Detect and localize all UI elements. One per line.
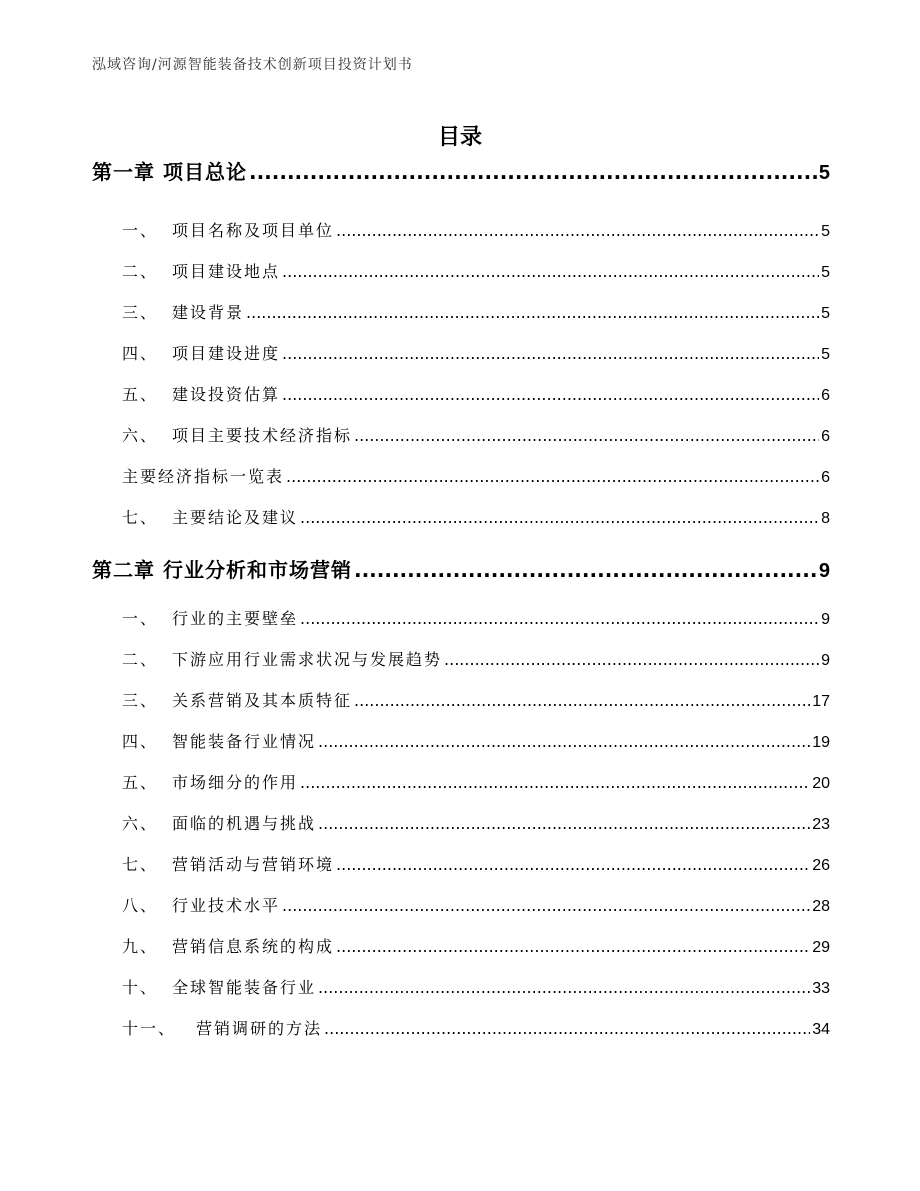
dot-leader bbox=[286, 456, 819, 497]
toc-section-entry[interactable] bbox=[92, 680, 830, 721]
section-number: 一、 bbox=[122, 221, 159, 240]
dot-leader bbox=[444, 639, 819, 680]
section-number: 三、 bbox=[122, 691, 159, 710]
page-number: 23 bbox=[812, 816, 830, 833]
section-title: 主要经济指标一览表 bbox=[122, 467, 285, 486]
dot-leader bbox=[318, 803, 810, 844]
section-title: 全球智能装备行业 bbox=[172, 978, 317, 997]
toc-section-entry[interactable] bbox=[92, 885, 830, 926]
dot-leader bbox=[282, 251, 819, 292]
section-title: 项目建设地点 bbox=[172, 262, 281, 281]
toc-section-entry[interactable] bbox=[92, 415, 830, 456]
section-title: 下游应用行业需求状况与发展趋势 bbox=[172, 650, 443, 669]
section-number: 五、 bbox=[122, 773, 159, 792]
toc-chapter-entry[interactable] bbox=[92, 152, 830, 192]
toc-section-entry[interactable] bbox=[92, 292, 830, 333]
chapter-title: 第一章 项目总论 bbox=[92, 160, 247, 184]
section-number: 六、 bbox=[122, 814, 159, 833]
section-title: 建设背景 bbox=[172, 303, 245, 322]
section-title: 营销信息系统的构成 bbox=[172, 937, 335, 956]
page-number: 9 bbox=[821, 611, 830, 628]
dot-leader bbox=[318, 967, 810, 1008]
toc-title: 目录 bbox=[437, 125, 482, 150]
section-number: 七、 bbox=[122, 855, 159, 874]
toc-section-entry[interactable] bbox=[92, 210, 830, 251]
toc-section-entry[interactable] bbox=[92, 803, 830, 844]
page-number: 5 bbox=[821, 223, 830, 240]
page-number: 33 bbox=[812, 980, 830, 997]
section-number: 六、 bbox=[122, 426, 159, 445]
toc-section-entry[interactable] bbox=[92, 374, 830, 415]
page-number: 5 bbox=[821, 305, 830, 322]
section-title: 项目主要技术经济指标 bbox=[172, 426, 353, 445]
running-header: 泓域咨询/河源智能装备技术创新项目投资计划书 bbox=[92, 57, 413, 73]
toc-chapter-entry[interactable] bbox=[92, 550, 830, 590]
page-number: 34 bbox=[812, 1021, 830, 1038]
dot-leader bbox=[354, 680, 810, 721]
section-title: 营销活动与营销环境 bbox=[172, 855, 335, 874]
page-number: 17 bbox=[812, 693, 830, 710]
page-number: 6 bbox=[821, 469, 830, 486]
section-title: 关系营销及其本质特征 bbox=[172, 691, 353, 710]
section-title: 营销调研的方法 bbox=[196, 1019, 323, 1038]
section-title: 项目名称及项目单位 bbox=[172, 221, 335, 240]
section-number: 四、 bbox=[122, 732, 159, 751]
section-number: 一、 bbox=[122, 609, 159, 628]
dot-leader bbox=[336, 844, 810, 885]
toc-section-entry[interactable] bbox=[92, 721, 830, 762]
page-number: 6 bbox=[821, 387, 830, 404]
section-title: 项目建设进度 bbox=[172, 344, 281, 363]
toc-section-entry[interactable] bbox=[92, 1008, 830, 1049]
toc-section-entry[interactable] bbox=[92, 251, 830, 292]
dot-leader bbox=[354, 415, 819, 456]
toc-section-entry[interactable] bbox=[92, 598, 830, 639]
dot-leader bbox=[246, 292, 819, 333]
page-number: 6 bbox=[821, 428, 830, 445]
toc-section-entry[interactable] bbox=[92, 762, 830, 803]
chapter-title: 第二章 行业分析和市场营销 bbox=[92, 558, 352, 582]
section-title: 市场细分的作用 bbox=[172, 773, 299, 792]
page-number: 9 bbox=[818, 560, 830, 582]
page-number: 28 bbox=[812, 898, 830, 915]
dot-leader bbox=[300, 762, 810, 803]
dot-leader bbox=[300, 598, 819, 639]
dot-leader bbox=[300, 497, 819, 538]
toc-section-entry[interactable] bbox=[92, 926, 830, 967]
dot-leader bbox=[336, 210, 819, 251]
section-number: 四、 bbox=[122, 344, 159, 363]
page-number: 5 bbox=[821, 264, 830, 281]
page-number: 9 bbox=[821, 652, 830, 669]
section-number: 八、 bbox=[122, 896, 159, 915]
dot-leader bbox=[282, 374, 819, 415]
section-title: 主要结论及建议 bbox=[172, 508, 299, 527]
page-number: 26 bbox=[812, 857, 830, 874]
dot-leader bbox=[354, 550, 817, 590]
section-number: 十、 bbox=[122, 978, 159, 997]
dot-leader bbox=[249, 152, 817, 192]
toc-section-entry[interactable] bbox=[92, 844, 830, 885]
toc-section-entry[interactable] bbox=[92, 967, 830, 1008]
toc-section-entry[interactable] bbox=[92, 456, 830, 497]
page-number: 29 bbox=[812, 939, 830, 956]
section-title: 行业技术水平 bbox=[172, 896, 281, 915]
dot-leader bbox=[336, 926, 810, 967]
page-number: 19 bbox=[812, 734, 830, 751]
toc-section-entry[interactable] bbox=[92, 497, 830, 538]
section-number: 二、 bbox=[122, 650, 159, 669]
page-number: 8 bbox=[821, 510, 830, 527]
dot-leader bbox=[282, 333, 819, 374]
section-number: 三、 bbox=[122, 303, 159, 322]
section-title: 智能装备行业情况 bbox=[172, 732, 317, 751]
section-number: 五、 bbox=[122, 385, 159, 404]
section-number: 十一、 bbox=[122, 1019, 177, 1038]
page-number: 5 bbox=[821, 346, 830, 363]
dot-leader bbox=[318, 721, 810, 762]
section-number: 七、 bbox=[122, 508, 159, 527]
section-number: 二、 bbox=[122, 262, 159, 281]
dot-leader bbox=[324, 1008, 810, 1049]
toc-section-entry[interactable] bbox=[92, 639, 830, 680]
dot-leader bbox=[282, 885, 810, 926]
page-number: 5 bbox=[818, 162, 830, 184]
section-title: 建设投资估算 bbox=[172, 385, 281, 404]
section-title: 行业的主要壁垒 bbox=[172, 609, 299, 628]
table-of-contents bbox=[92, 152, 830, 1049]
section-title: 面临的机遇与挑战 bbox=[172, 814, 317, 833]
page-number: 20 bbox=[812, 775, 830, 792]
toc-section-entry[interactable] bbox=[92, 333, 830, 374]
section-number: 九、 bbox=[122, 937, 159, 956]
